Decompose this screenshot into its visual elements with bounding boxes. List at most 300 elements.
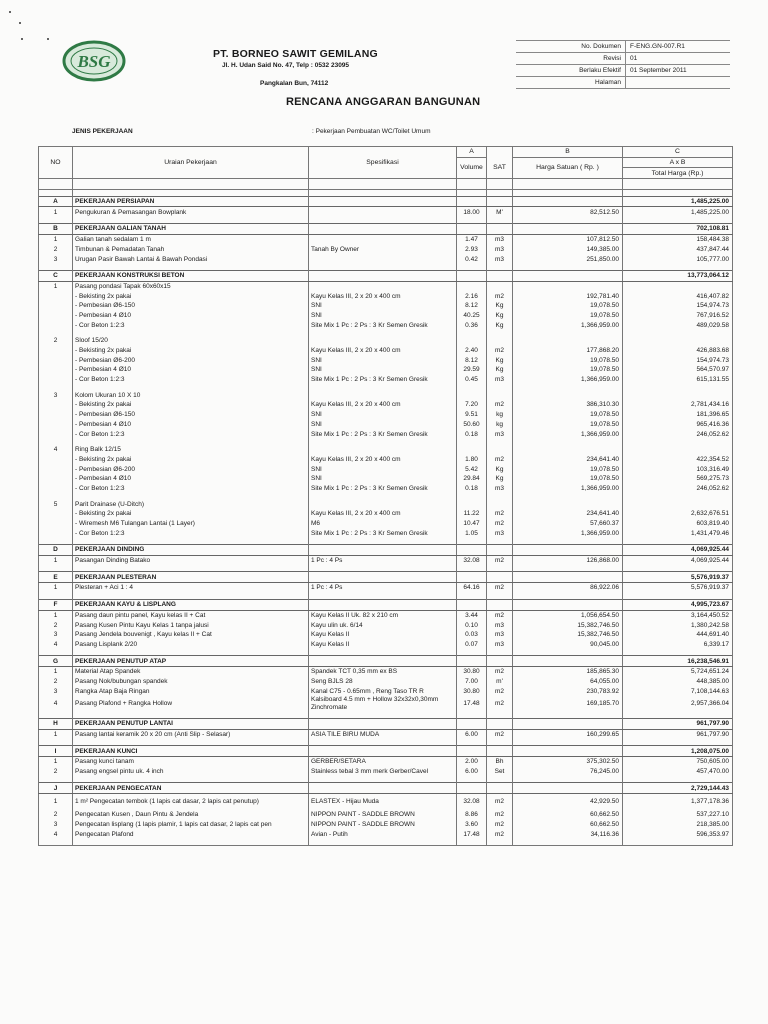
row-volume [457,499,487,509]
row-number [39,420,73,430]
row-unit-price: 185,865.30 [513,666,623,676]
row-unit [487,224,513,235]
row-description: Pasang Kusen Pintu Kayu Kelas 1 tanpa jalusi [73,620,309,630]
row-number [39,410,73,420]
row-description: PEKERJAAN PLESTERAN [73,572,309,583]
row-description: - Cor Beton 1:2:3 [73,528,309,538]
row-volume: 7.20 [457,400,487,410]
row-unit-price: 57,660.37 [513,519,623,529]
row-volume: 2.40 [457,346,487,356]
row-description: Pasang engsel pintu uk. 4 inch [73,767,309,777]
row-volume: 7.00 [457,677,487,687]
col-sat-header: SAT [487,157,513,178]
table-row [39,474,733,484]
table-row [39,291,733,301]
row-specification: NIPPON PAINT - SADDLE BROWN [309,810,457,820]
row-volume [457,545,487,556]
row-description: - Bekisting 2x pakai [73,400,309,410]
col-axb-header: A x B [623,157,733,168]
row-specification: ELASTEX - Hijau Muda [309,794,457,811]
row-unit: m3 [487,640,513,650]
row-unit: m' [487,677,513,687]
row-number [39,464,73,474]
row-specification: Stainless tebal 3 mm merk Gerber/Cavel [309,767,457,777]
row-specification: SNI [309,420,457,430]
row-unit [487,281,513,291]
row-unit: m3 [487,234,513,244]
row-unit: kg [487,420,513,430]
row-unit: m2 [487,686,513,696]
section-row [39,545,733,556]
row-number: 2 [39,767,73,777]
row-number [39,346,73,356]
table-row [39,336,733,346]
row-specification: GERBER/SETARA [309,757,457,767]
row-unit: m2 [487,794,513,811]
row-volume: 0.10 [457,620,487,630]
row-unit [487,189,513,196]
row-specification: Kalsiboard 4.5 mm + Hollow 32x32x0,30mm Zinchromate [309,696,457,712]
col-volume-header: Volume [457,157,487,178]
company-name: PT. BORNEO SAWIT GEMILANG [213,48,378,60]
row-unit-price: 19,078.50 [513,301,623,311]
row-number: 1 [39,281,73,291]
row-volume: 1.47 [457,234,487,244]
row-unit-price: 76,245.00 [513,767,623,777]
row-unit-price: 149,385.00 [513,245,623,255]
row-unit-price: 234,641.40 [513,455,623,465]
row-total: 596,353.97 [623,830,733,840]
row-number: 5 [39,499,73,509]
row-unit: m2 [487,666,513,676]
row-number: 2 [39,620,73,630]
row-unit-price: 126,868.00 [513,555,623,565]
row-total: 6,339.17 [623,640,733,650]
row-specification [309,545,457,556]
row-number [39,189,73,196]
row-unit [487,839,513,846]
row-number: E [39,572,73,583]
table-row [39,528,733,538]
row-number [39,365,73,375]
row-unit-price: 60,662.50 [513,810,623,820]
section-row [39,719,733,730]
col-b-marker: B [513,147,623,158]
row-unit-price: 1,366,959.00 [513,429,623,439]
table-row [39,666,733,676]
row-specification: SNI [309,464,457,474]
row-number: A [39,196,73,207]
row-description: Pasang Plafond + Rangka Hollow [73,696,309,712]
row-number: 1 [39,666,73,676]
row-unit-price: 19,078.50 [513,474,623,484]
row-description: - Pembesian Ø6-200 [73,355,309,365]
table-row [39,729,733,739]
table-row [39,583,733,593]
row-specification: SNI [309,355,457,365]
row-volume: 18.00 [457,207,487,217]
section-row [39,783,733,794]
document-title: RENCANA ANGGARAN BANGUNAN [286,96,481,108]
row-total: 457,470.00 [623,767,733,777]
row-number: 1 [39,583,73,593]
row-unit-price [513,719,623,730]
row-unit [487,783,513,794]
row-specification: Seng BJLS 28 [309,677,457,687]
table-row [39,301,733,311]
row-volume [457,746,487,757]
doc-info-value: F-ENG.GN-007.R1 [630,43,685,50]
row-volume: 6.00 [457,729,487,739]
row-volume: 11.22 [457,509,487,519]
row-unit: m3 [487,630,513,640]
row-unit-price [513,189,623,196]
row-total: 5,576,919.37 [623,583,733,593]
table-row [39,767,733,777]
row-specification [309,499,457,509]
row-unit-price [513,499,623,509]
row-total: 5,576,919.37 [623,572,733,583]
row-unit: m2 [487,555,513,565]
row-volume: 29.59 [457,365,487,375]
row-description: - Cor Beton 1:2:3 [73,429,309,439]
row-description: - Bekisting 2x pakai [73,509,309,519]
col-no-header: NO [39,147,73,179]
table-row [39,830,733,840]
scan-speck [19,22,21,24]
row-number: 3 [39,390,73,400]
row-unit-price: 386,310.30 [513,400,623,410]
row-total: 2,957,366.04 [623,696,733,712]
row-total: 448,385.00 [623,677,733,687]
row-unit-price: 19,078.50 [513,410,623,420]
row-unit: Kg [487,474,513,484]
row-specification [309,656,457,667]
row-unit-price [513,281,623,291]
row-total: 615,131.55 [623,375,733,385]
row-unit-price [513,746,623,757]
row-number [39,320,73,330]
row-volume: 1.80 [457,455,487,465]
row-number: 3 [39,686,73,696]
row-number: 1 [39,207,73,217]
row-volume: 3.60 [457,820,487,830]
row-unit-price [513,545,623,556]
row-volume: 0.18 [457,429,487,439]
row-unit-price [513,656,623,667]
row-volume: 8.12 [457,355,487,365]
row-description: - Wiremesh M6 Tulangan Lantai (1 Layer) [73,519,309,529]
row-unit-price: 19,078.50 [513,365,623,375]
row-unit-price: 19,078.50 [513,355,623,365]
row-total: 16,238,546.91 [623,656,733,667]
doc-info-row [516,53,730,65]
row-unit [487,445,513,455]
row-volume: 29.84 [457,474,487,484]
row-total: 1,380,242.58 [623,620,733,630]
row-unit: m3 [487,375,513,385]
row-specification [309,746,457,757]
row-unit: m3 [487,254,513,264]
scan-speck [21,38,23,40]
row-unit-price: 19,078.50 [513,464,623,474]
row-number [39,355,73,365]
row-unit: m2 [487,696,513,712]
doc-info-label: Revisi [516,53,626,64]
row-volume [457,281,487,291]
row-unit: m2 [487,729,513,739]
row-specification: Kayu Kelas III, 2 x 20 x 400 cm [309,455,457,465]
row-specification [309,783,457,794]
row-description: Pasangan Dinding Batako [73,555,309,565]
row-volume: 40.25 [457,311,487,321]
row-volume: 30.80 [457,686,487,696]
row-volume: 0.03 [457,630,487,640]
row-description: - Pembesian Ø6-150 [73,410,309,420]
row-description: PEKERJAAN PENGECATAN [73,783,309,794]
row-description: PEKERJAAN PERSIAPAN [73,196,309,207]
table-row [39,794,733,811]
row-description: - Cor Beton 1:2:3 [73,320,309,330]
row-volume [457,719,487,730]
row-specification [309,390,457,400]
row-description: Pasang pondasi Tapak 60x60x15 [73,281,309,291]
row-number [39,400,73,410]
row-description: Pengecatan lisplang (1 lapis plamir, 1 lapis cat dasar, 2 lapis cat pen [73,820,309,830]
row-total: 422,354.52 [623,455,733,465]
doc-info-value: 01 [630,55,638,62]
row-total: 13,773,064.12 [623,270,733,281]
doc-info-label: No. Dokumen [516,41,626,52]
row-total: 181,396.65 [623,410,733,420]
row-number [39,311,73,321]
row-specification [309,336,457,346]
row-description: 1 m² Pengecatan tembok (1 lapis cat dasar, 2 lapis cat penutup) [73,794,309,811]
row-unit: Kg [487,311,513,321]
row-unit-price [513,336,623,346]
row-unit-price [513,390,623,400]
row-unit [487,336,513,346]
row-description: Pasang Nok/bubungan spandek [73,677,309,687]
row-volume: 0.36 [457,320,487,330]
scan-speck [47,38,49,40]
row-description: - Cor Beton 1:2:3 [73,375,309,385]
row-specification [309,196,457,207]
row-unit: m3 [487,484,513,494]
row-total: 961,797.90 [623,729,733,739]
row-volume: 5.42 [457,464,487,474]
row-description: PEKERJAAN KONSTRUKSI BETON [73,270,309,281]
row-specification: Kayu Kelas III, 2 x 20 x 400 cm [309,509,457,519]
table-row [39,677,733,687]
row-unit-price: 1,366,959.00 [513,375,623,385]
table-row [39,390,733,400]
table-row [39,696,733,712]
section-row [39,746,733,757]
row-volume: 3.44 [457,610,487,620]
row-number: I [39,746,73,757]
row-unit: Kg [487,320,513,330]
row-volume: 64.16 [457,583,487,593]
row-unit [487,390,513,400]
row-volume: 6.00 [457,767,487,777]
row-unit [487,196,513,207]
section-row [39,270,733,281]
row-unit-price [513,445,623,455]
row-total: 767,916.52 [623,311,733,321]
row-volume: 32.08 [457,555,487,565]
table-row [39,420,733,430]
row-unit-price: 251,850.00 [513,254,623,264]
row-total: 426,883.68 [623,346,733,356]
table-row [39,245,733,255]
row-unit-price: 192,781.40 [513,291,623,301]
col-harga-header: Harga Satuan ( Rp. ) [513,157,623,178]
table-row [39,445,733,455]
section-row [39,656,733,667]
row-total: 489,029.58 [623,320,733,330]
row-description: - Bekisting 2x pakai [73,346,309,356]
row-volume [457,572,487,583]
table-row [39,640,733,650]
row-volume: 10.47 [457,519,487,529]
row-unit: m2 [487,291,513,301]
table-row [39,686,733,696]
row-unit: Kg [487,301,513,311]
row-unit-price: 1,366,959.00 [513,484,623,494]
row-number: F [39,599,73,610]
table-row [39,281,733,291]
row-unit: m3 [487,429,513,439]
row-total [623,189,733,196]
row-unit-price [513,270,623,281]
row-unit-price: 107,812.50 [513,234,623,244]
row-volume [457,189,487,196]
row-volume: 50.60 [457,420,487,430]
row-unit: m2 [487,830,513,840]
row-description: PEKERJAAN PENUTUP ATAP [73,656,309,667]
row-total [623,336,733,346]
row-unit: m2 [487,810,513,820]
doc-info-value: 01 September 2011 [630,67,687,74]
row-total: 416,407.82 [623,291,733,301]
table-row [39,355,733,365]
row-description: Pengukuran & Pemasangan Bowplank [73,207,309,217]
row-total [623,281,733,291]
col-uraian-header: Uraian Pekerjaan [73,147,309,179]
row-total: 4,069,925.44 [623,555,733,565]
row-unit: m3 [487,245,513,255]
row-description: Pasang lantai keramik 20 x 20 cm (Anti Slip - Selasar) [73,729,309,739]
row-total: 218,385.00 [623,820,733,830]
row-unit [487,746,513,757]
job-type-value: : Pekerjaan Pembuatan WC/Toilet Umum [312,128,431,135]
row-specification: ASIA TILE BIRU MUDA [309,729,457,739]
row-unit-price [513,599,623,610]
row-unit [487,599,513,610]
row-specification: NIPPON PAINT - SADDLE BROWN [309,820,457,830]
row-total [623,445,733,455]
row-total [623,839,733,846]
row-number: 4 [39,445,73,455]
row-volume: 32.08 [457,794,487,811]
row-specification [309,224,457,235]
table-header [39,147,733,190]
row-unit: Bh [487,757,513,767]
row-description: PEKERJAAN KAYU & LISPLANG [73,599,309,610]
logo-text: BSG [77,52,111,71]
row-unit-price: 230,783.92 [513,686,623,696]
table-row [39,620,733,630]
row-specification: SNI [309,474,457,484]
table-row [39,320,733,330]
row-unit: m2 [487,519,513,529]
row-specification [309,599,457,610]
row-number [39,484,73,494]
row-unit-price: 177,868.20 [513,346,623,356]
row-number: B [39,224,73,235]
row-number [39,301,73,311]
row-number [39,429,73,439]
table-row [39,509,733,519]
row-unit-price [513,839,623,846]
row-unit [487,545,513,556]
row-description: Sloof 15/20 [73,336,309,346]
spacer-row [39,189,733,196]
table-row [39,207,733,217]
col-c-marker: C [623,147,733,158]
row-description: - Pembesian 4 Ø10 [73,365,309,375]
row-total: 750,605.00 [623,757,733,767]
row-unit-price [513,196,623,207]
row-volume [457,336,487,346]
row-volume: 0.07 [457,640,487,650]
row-description: Pasang daun pintu panel, Kayu kelas II + Cat [73,610,309,620]
row-specification: Kayu Kelas II [309,630,457,640]
row-total: 569,275.73 [623,474,733,484]
row-unit-price: 160,299.65 [513,729,623,739]
row-volume [457,196,487,207]
company-logo [62,40,126,82]
row-number [39,509,73,519]
row-volume: 17.48 [457,696,487,712]
table-row [39,810,733,820]
row-total: 154,974.73 [623,301,733,311]
row-total: 965,416.36 [623,420,733,430]
row-specification: Site Mix 1 Pc : 2 Ps : 3 Kr Semen Gresik [309,320,457,330]
row-unit-price: 86,922.06 [513,583,623,593]
table-row [39,375,733,385]
budget-table [38,146,733,846]
row-description: - Pembesian 4 Ø10 [73,420,309,430]
row-description: Kolom Ukuran 10 X 10 [73,390,309,400]
row-specification: Tanah By Owner [309,245,457,255]
row-specification [309,445,457,455]
table-row [39,499,733,509]
company-address: Jl. H. Udan Said No. 47, Telp : 0532 23095 [222,62,350,69]
row-total: 1,208,075.00 [623,746,733,757]
table-body [39,189,733,845]
row-description: - Bekisting 2x pakai [73,291,309,301]
row-number: 1 [39,555,73,565]
row-total: 246,052.62 [623,484,733,494]
row-description: Pengecatan Kusen , Daun Pintu & Jendela [73,810,309,820]
row-total: 1,485,225.00 [623,207,733,217]
row-total: 5,724,651.24 [623,666,733,676]
row-total: 7,108,144.63 [623,686,733,696]
row-specification [309,839,457,846]
row-description: - Bekisting 2x pakai [73,455,309,465]
